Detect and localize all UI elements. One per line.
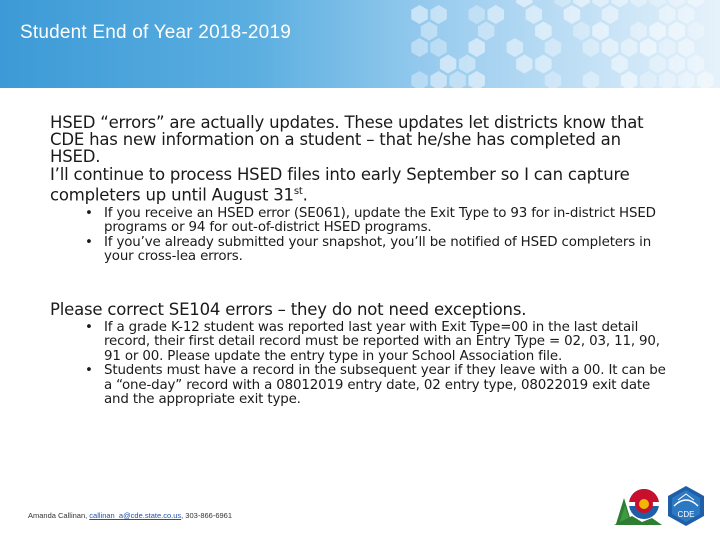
slide-title: Student End of Year 2018-2019 <box>20 22 291 43</box>
hexagon-decoration <box>469 5 485 24</box>
hexagon-decoration <box>535 55 552 74</box>
hexagon-decoration <box>611 0 627 8</box>
hexagon-decoration <box>573 0 590 8</box>
list-item: • If a grade K-12 student was reported last year with Exit Type=00 in the last detail record, their first detail record must be reported with an Entry Type = 02, 03, 11, 90, 91 or 00. Please update the entry type in your School Association file. <box>85 319 660 364</box>
superscript-st: st <box>293 186 303 197</box>
presenter-footer <box>28 511 232 520</box>
hexagon-decoration <box>611 55 627 74</box>
hexagon-decoration <box>659 38 675 57</box>
hexagon-decoration <box>545 38 561 57</box>
hexagon-decoration <box>659 5 675 24</box>
hexagon-decoration <box>535 22 552 41</box>
slide-body <box>50 114 670 408</box>
hexagon-decoration <box>621 38 637 57</box>
hexagon-decoration <box>516 0 532 8</box>
list-item: • If you’ve already submitted your snapshot, you’ll be notified of HSED completers in your cross-lea errors. <box>85 234 652 264</box>
hexagon-decoration <box>478 22 494 41</box>
hexagon-decoration <box>697 71 713 88</box>
bullet-icon: • <box>85 234 93 250</box>
hexagon-decoration <box>421 22 438 41</box>
hsed-bullet-list <box>50 207 670 265</box>
presenter-name: Amanda Callinan, <box>28 511 90 520</box>
hexagon-decoration <box>411 38 428 57</box>
hexagon-decoration <box>459 55 476 74</box>
hexagon-decoration <box>630 0 647 8</box>
hexagon-decoration <box>650 22 666 41</box>
bullet-icon: • <box>85 205 93 221</box>
hexagon-decoration <box>669 0 686 8</box>
hexagon-decoration <box>602 38 619 57</box>
hexagon-decoration <box>583 71 599 88</box>
presenter-email-link[interactable]: callinan_a@cde.state.co.us <box>89 511 182 520</box>
hexagon-decoration <box>640 71 657 88</box>
hexagon-decoration <box>554 0 570 8</box>
hexagon-decoration <box>669 55 686 74</box>
hexagon-decoration <box>516 55 532 74</box>
hexagon-decoration <box>621 71 637 88</box>
cde-logo-text: CDE <box>677 510 695 519</box>
colorado-flag-logo <box>612 484 664 526</box>
hexagon-decoration <box>630 22 647 41</box>
hexagon-pattern <box>0 0 720 88</box>
hexagon-decoration <box>688 0 704 8</box>
hexagon-decoration <box>430 71 446 88</box>
title-banner <box>0 0 720 88</box>
hexagon-decoration <box>592 22 609 41</box>
hexagon-decoration <box>640 38 657 57</box>
hexagon-decoration <box>659 71 675 88</box>
hexagon-decoration <box>411 5 428 24</box>
hexagon-decoration <box>488 5 505 24</box>
cde-logo <box>664 484 708 528</box>
se104-bullet-list <box>50 321 670 408</box>
hexagon-decoration <box>688 55 704 74</box>
hexagon-decoration <box>669 22 686 41</box>
hexagon-decoration <box>688 22 704 41</box>
hexagon-decoration <box>650 0 666 8</box>
hexagon-decoration <box>430 5 446 24</box>
list-item: • If you receive an HSED error (SE061), update the Exit Type to 93 for in-district HSED programs or 94 for out-of-district HSED programs. <box>85 205 656 235</box>
hexagon-decoration <box>430 38 446 57</box>
se104-paragraph: Please correct SE104 errors – they do not need exceptions. <box>50 299 527 319</box>
hexagon-decoration <box>507 38 523 57</box>
hexagon-decoration <box>545 71 561 88</box>
hexagon-decoration <box>469 71 485 88</box>
hexagon-decoration <box>449 71 466 88</box>
hexagon-decoration <box>602 5 619 24</box>
hexagon-decoration <box>650 55 666 74</box>
hexagon-decoration <box>678 38 695 57</box>
hexagon-decoration <box>440 55 456 74</box>
bullet-icon: • <box>85 363 93 378</box>
hsed-processing-paragraph: I’ll continue to process HSED files into early September so I can capture completers up until August 31st. <box>50 165 630 205</box>
hexagon-decoration <box>411 71 428 88</box>
hsed-errors-paragraph: HSED “errors” are actually updates. These updates let districts know that CDE has new information on a student – that he/she has completed an HSED. <box>50 113 644 166</box>
hexagon-decoration <box>526 5 543 24</box>
hexagon-decoration <box>469 38 485 57</box>
hexagon-decoration <box>564 5 581 24</box>
bullet-icon: • <box>85 319 93 335</box>
list-item: • Students must have a record in the subsequent year if they leave with a 00. It can be a “one-day” record with a 08012019 entry date, 02 entry type, 08022019 exit date and the appropriate exit type. <box>85 363 666 407</box>
hexagon-decoration <box>678 5 695 24</box>
hexagon-decoration <box>573 22 590 41</box>
hexagon-decoration <box>583 38 599 57</box>
presenter-phone: , 303-866-6961 <box>181 511 233 520</box>
hexagon-decoration <box>592 0 609 8</box>
hexagon-decoration <box>678 71 695 88</box>
